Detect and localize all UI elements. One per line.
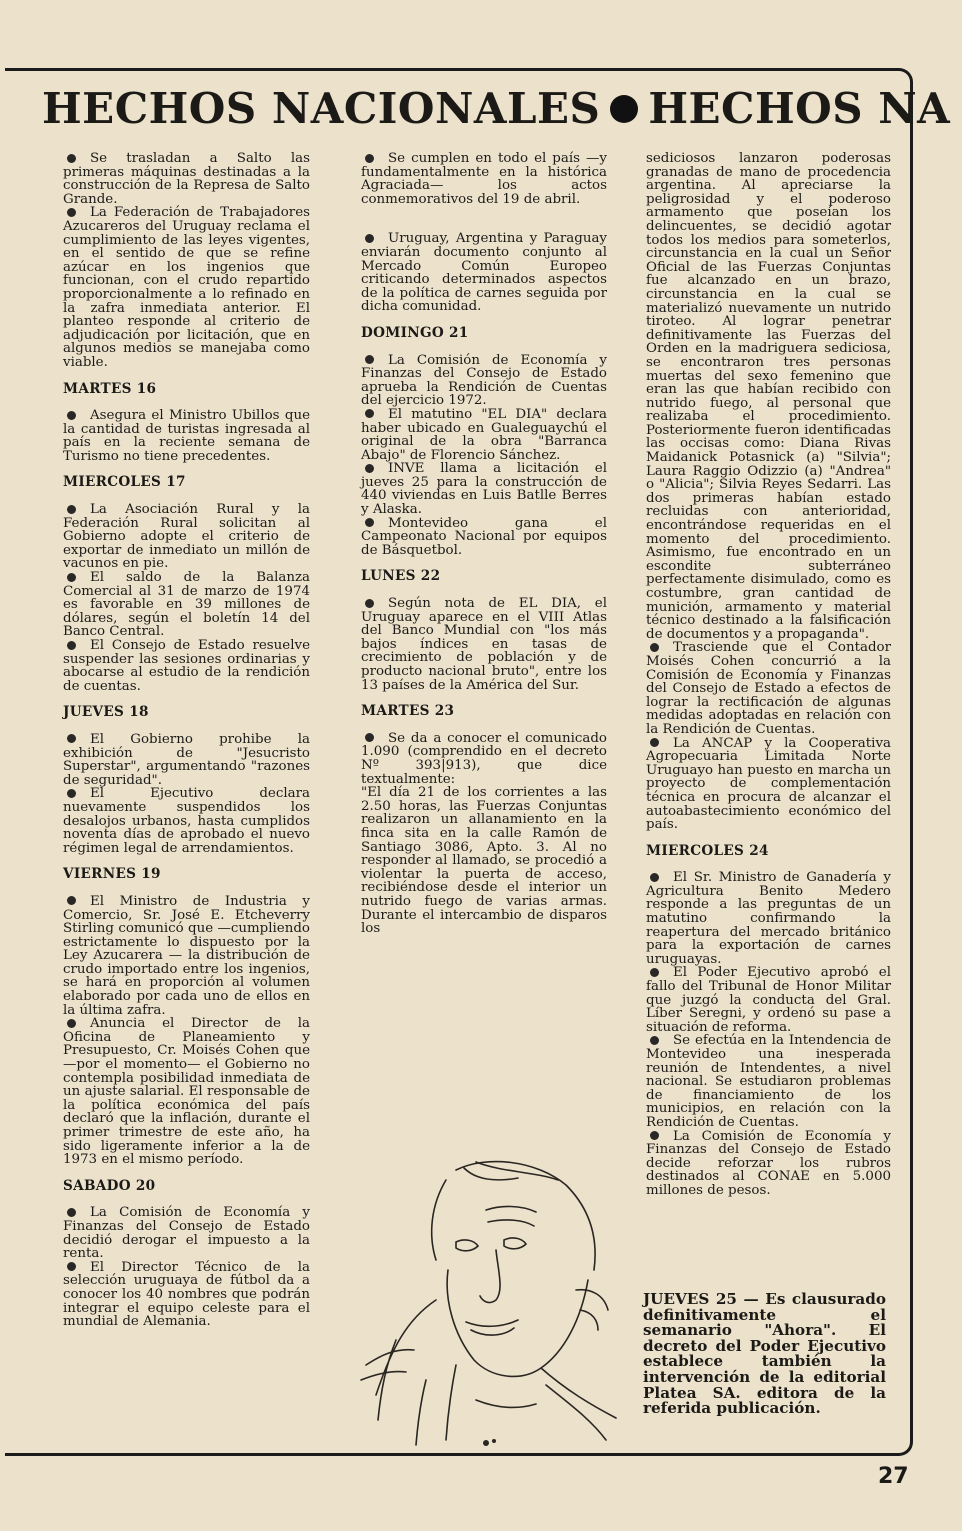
bullet-icon bbox=[67, 641, 76, 650]
bullet-icon bbox=[67, 896, 76, 905]
bullet-icon bbox=[67, 154, 76, 163]
day-heading: MIERCOLES 17 bbox=[63, 474, 186, 491]
bullet-icon bbox=[67, 573, 76, 582]
news-item: Asegura el Ministro Ubillos que la cantidad de turistas ingresada al país en la reciente semana de Turismo no tiene precedentes. bbox=[63, 408, 310, 464]
news-item: La Comisión de Economía y Finanzas del Consejo de Estado decide reforzar los rubros destinados al CONAE en 5.000 millones de pesos. bbox=[646, 1128, 891, 1198]
bullet-icon bbox=[67, 1019, 76, 1028]
column-3 bbox=[646, 152, 891, 1198]
masthead bbox=[42, 78, 951, 140]
news-item: Trasciende que el Contador Moisés Cohen concurrió a la Comisión de Economía y Finanzas del Consejo de Estado a efectos de lograr la rectificación de algunas medidas adoptadas en relación con la Rendición de Cuentas. bbox=[646, 640, 891, 737]
day-heading: MIERCOLES 24 bbox=[646, 842, 769, 859]
bullet-icon bbox=[650, 1036, 659, 1045]
bullet-icon bbox=[365, 154, 374, 163]
news-item: El matutino "EL DIA" declara haber ubicado en Gualeguaychú el original de la obra "Barranca Abajo" de Florencio Sánchez. bbox=[361, 406, 607, 463]
communique-continued: sediciosos lanzaron poderosas granadas de mano de procedencia argentina. Al apreciarse la peligrosidad y el poderoso armamento que poseían los delincuentes, se decidió agotar todos los medios para someterlos, circunstancia en la cual un Señor Oficial de las Fuerzas Conjuntas fue alcanzado en un brazo, circunstancia en la cual se materializó nuevamente un nutrido tiroteo. Al lograr penetrar definitivamente las Fuerzas del Orden en la madriguera sediciosa, se encontraron tres personas muertas del sexo femenino que eran las que habían recibido con nutrido fuego, al personal que realizaba el procedimiento. Posteriormente fueron identificadas las occisas como: Diana Rivas Maidanick Potasnick (a) "Silvia"; Laura Raggio Odizzio (a) "Andrea" o "Alicia"; Silvia Reyes Sedarri. Las dos primeras habían estado recluidas con anterioridad, encontrándose requeridas en el momento del procedimiento. Asimismo, fue encontrado en un escondite subterráneo perfectamente disimulado, como es costumbre, gran cantidad de munición, armamento y material técnico destinado a la falsificación de documentos y a propaganda". bbox=[646, 151, 891, 642]
bullet-icon bbox=[650, 873, 659, 882]
communique-text: "El día 21 de los corrientes a las 2.50 horas, las Fuerzas Conjuntas realizaron un allanamiento en la finca sita en la calle Ramón de Santiago 3086, Apto. 3. Al no responder al llamado, se procedió a violentar la puerta de acceso, recibiéndose desde el interior un nutrido fuego de varias armas. Durante el intercambio de disparos los bbox=[361, 785, 607, 937]
column-1 bbox=[63, 152, 310, 1329]
news-item: El Ejecutivo declara nuevamente suspendidos los desalojos urbanos, hasta cumplidos noventa días de aprobado el nuevo régimen legal de arrendamientos. bbox=[63, 786, 310, 856]
bullet-icon bbox=[365, 355, 374, 364]
news-item: El Sr. Ministro de Ganadería y Agricultura Benito Medero responde a las preguntas de un matutino confirmando la reapertura del mercado británico para la exportación de carnes uruguayas. bbox=[646, 870, 891, 967]
news-item: El Consejo de Estado resuelve suspender las sesiones ordinarias y abocarse al estudio de la rendición de cuentas. bbox=[63, 638, 310, 694]
bullet-icon bbox=[650, 968, 659, 977]
news-item: El Gobierno prohibe la exhibición de "Jesucristo Superstar", argumentando "razones de seguridad". bbox=[63, 731, 310, 788]
news-item: El saldo de la Balanza Comercial al 31 de marzo de 1974 es favorable en 39 millones de dólares, según el boletín 14 del Banco Central. bbox=[63, 570, 310, 640]
news-item: El Director Técnico de la selección uruguaya de fútbol da a conocer los 40 nombres que podrán integrar el equipo celeste para el mundial de Alemania. bbox=[63, 1259, 310, 1330]
bullet-icon bbox=[650, 1131, 659, 1140]
bullet-icon bbox=[67, 411, 76, 420]
news-item: La Comisión de Economía y Finanzas del Consejo de Estado decidió derogar el impuesto a la renta. bbox=[63, 1205, 310, 1262]
bullet-icon bbox=[67, 789, 76, 798]
masthead-title: HECHOS NACIONALES bbox=[42, 84, 601, 133]
bullet-icon bbox=[365, 599, 374, 608]
news-item: Se da a conocer el comunicado 1.090 (comprendido en el decreto Nº 393|913), que dice textualmente: bbox=[361, 730, 607, 787]
day-heading: MARTES 16 bbox=[63, 380, 157, 397]
bullet-icon bbox=[67, 208, 76, 217]
news-item: La Comisión de Economía y Finanzas del Consejo de Estado aprueba la Rendición de Cuentas del ejercicio 1972. bbox=[361, 352, 607, 409]
bullet-icon bbox=[650, 738, 659, 747]
news-item: El Poder Ejecutivo aprobó el fallo del Tribunal de Honor Militar que juzgó la conducta del Gral. Líber Seregni, y ordenó su pase a situación de reforma. bbox=[646, 965, 891, 1035]
news-item: La Asociación Rural y la Federación Rural solicitan al Gobierno adopte el criterio de exportar de inmediato un millón de vacunos en pie. bbox=[63, 502, 310, 572]
bullet-icon bbox=[365, 409, 374, 418]
bullet-icon bbox=[610, 95, 638, 123]
news-item: Se cumplen en todo el país —y fundamentalmente en la histórica Agraciada— los actos conmemorativos del 19 de abril. bbox=[361, 151, 607, 207]
bullet-icon bbox=[365, 733, 374, 742]
portrait-sketch bbox=[336, 1150, 636, 1450]
news-item: Se efectúa en la Intendencia de Montevideo una inesperada reunión de Intendentes, a nivel nacional. Se estudiaron problemas de financiamiento de los municipios, en relación con la Rendición de Cuentas. bbox=[646, 1033, 891, 1130]
news-item: Anuncia el Director de la Oficina de Planeamiento y Presupuesto, Cr. Moisés Cohen que —por el momento— el Gobierno no contempla posibilidad inmediata de un ajuste salarial. El responsable de la política económica del país declaró que la inflación, durante el primer trimestre de este año, ha sido ligeramente inferior a la de 1973 en el mismo período. bbox=[63, 1016, 310, 1168]
bullet-icon bbox=[67, 1262, 76, 1271]
news-item: INVE llama a licitación el jueves 25 para la construcción de 440 viviendas en Luis Batlle Berres y Alaska. bbox=[361, 461, 607, 518]
news-item: Uruguay, Argentina y Paraguay enviarán documento conjunto al Mercado Común Europeo criticando determinados aspectos de la política de carnes seguida por dicha comunidad. bbox=[361, 231, 607, 315]
news-item: Según nota de EL DIA, el Uruguay aparece en el VIII Atlas del Banco Mundial con "los más bajos índices en tasas de crecimiento de población y de producto nacional bruto", entre los 13 países de la América del Sur. bbox=[361, 596, 607, 693]
masthead-title-continued: HECHOS NA bbox=[648, 84, 951, 133]
bullet-icon bbox=[650, 643, 659, 652]
news-item: La ANCAP y la Cooperativa Agropecuaria Limitada Norte Uruguayo han puesto en marcha un proyecto de complementación técnica en procura de alcanzar el autoabastecimiento económico del país. bbox=[646, 735, 891, 833]
page-number: 27 bbox=[878, 1464, 909, 1489]
closing-item: JUEVES 25 — Es clausurado definitivamente el semanario "Ahora". El decreto del Poder Ejecutivo establece también la intervención de la editorial Platea SA. editora de la referida publicación. bbox=[643, 1290, 886, 1418]
day-heading: DOMINGO 21 bbox=[361, 324, 469, 341]
column-2 bbox=[361, 152, 607, 936]
bullet-icon bbox=[67, 734, 76, 743]
bullet-icon bbox=[67, 505, 76, 514]
bullet-icon bbox=[365, 234, 374, 243]
bullet-icon bbox=[365, 518, 374, 527]
news-item: Se trasladan a Salto las primeras máquinas destinadas a la construcción de la Represa de Salto Grande. bbox=[63, 151, 310, 207]
day-heading: SABADO 20 bbox=[63, 1177, 156, 1194]
day-heading: LUNES 22 bbox=[361, 568, 441, 585]
news-item: El Ministro de Industria y Comercio, Sr. José E. Etcheverry Stirling comunicó que —cumpliendo estrictamente lo dispuesto por la Ley Azucarera — la distribución de crudo importado entre los ingenios, se hará en proporción al volumen elaborado por cada uno de ellos en la última zafra. bbox=[63, 893, 310, 1018]
day-heading: VIERNES 19 bbox=[63, 866, 161, 883]
news-item: La Federación de Trabajadores Azucareros del Uruguay reclama el cumplimiento de las leyes vigentes, en el sentido de que se refine azúcar en los ingenios que funcionan, con el crudo repartido proporcionalmente a lo refinado en la zafra inmediata anterior. El planteo responde al criterio de adjudicación por licitación, que en algunos medios se manejaba como viable. bbox=[63, 205, 310, 370]
news-item: Montevideo gana el Campeonato Nacional por equipos de Básquetbol. bbox=[361, 515, 607, 558]
bullet-icon bbox=[67, 1208, 76, 1217]
day-heading: JUEVES 18 bbox=[63, 704, 149, 721]
day-heading: MARTES 23 bbox=[361, 703, 455, 720]
bullet-icon bbox=[365, 464, 374, 473]
